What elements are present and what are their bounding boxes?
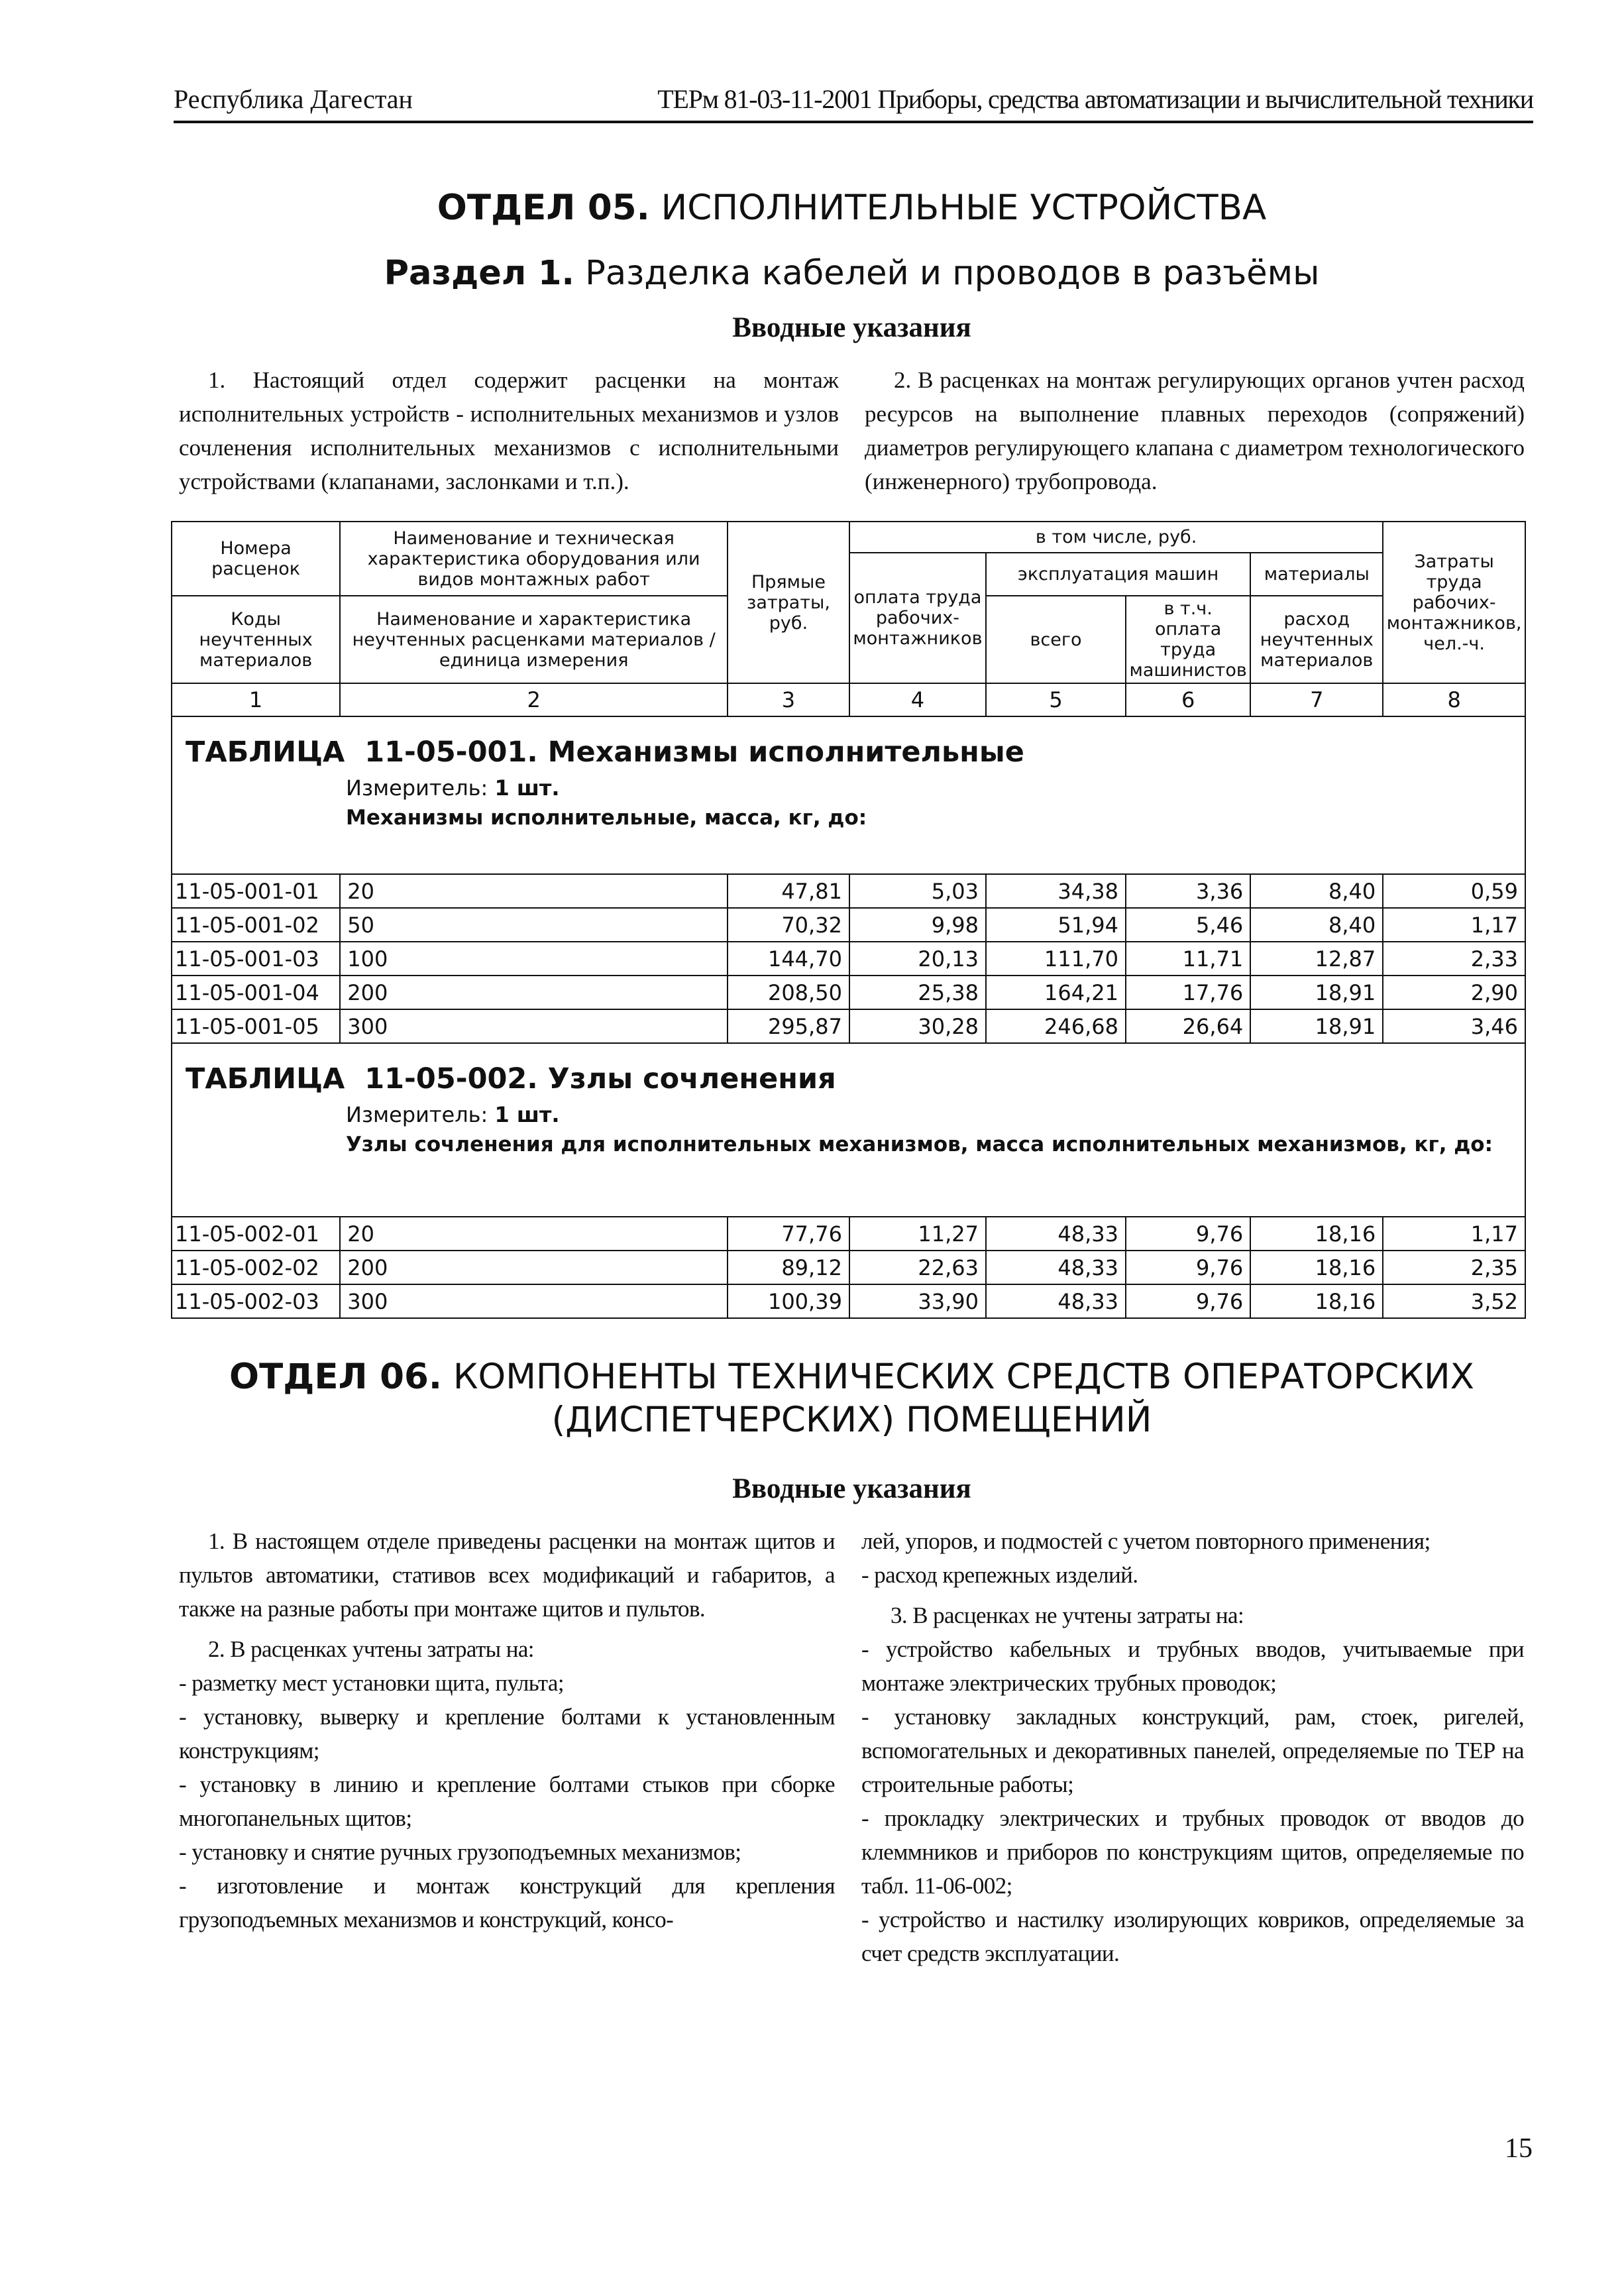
machines-total: 48,33 — [986, 1217, 1126, 1251]
machines-total: 51,94 — [986, 908, 1126, 942]
rate-mass: 300 — [340, 1009, 728, 1043]
rate-mass: 20 — [340, 874, 728, 908]
header-document-title: ТЕРм 81-03-11-2001 Приборы, средства автоматизации и вычислительной техники — [657, 84, 1533, 114]
worker-pay: 11,27 — [849, 1217, 986, 1251]
table-row — [172, 1251, 1525, 1284]
machines-total: 48,33 — [986, 1284, 1126, 1318]
table-code: 11-05-002. — [364, 1062, 538, 1095]
rate-code: 11-05-002-01 — [172, 1217, 340, 1251]
measure-value: 1 шт. — [494, 1102, 560, 1127]
direct-costs: 89,12 — [728, 1251, 849, 1284]
machinist-pay: 17,76 — [1126, 976, 1250, 1009]
page-header — [174, 74, 1533, 123]
table-row — [172, 976, 1525, 1009]
worker-pay: 33,90 — [849, 1284, 986, 1318]
machinist-pay: 9,76 — [1126, 1284, 1250, 1318]
section-05-label: ОТДЕЛ 05. — [437, 188, 650, 228]
measure-label: Измеритель: — [346, 775, 488, 801]
direct-costs: 47,81 — [728, 874, 849, 908]
rate-code: 11-05-001-03 — [172, 942, 340, 976]
list-item: - изготовление и монтаж конструкций для крепления грузоподъемных механизмов и конструкций, консо- — [179, 1873, 835, 1932]
table-row — [172, 1217, 1525, 1251]
table-11-05-002 — [172, 1043, 1525, 1318]
section-05-intro-heading: Вводные указания — [732, 312, 971, 343]
materials: 18,91 — [1250, 1009, 1383, 1043]
intro-paragraph-2: 2. В расценках на монтаж регулирующих органов учтен расход ресурсов на выполнение плавных переходов (сопряжений) диаметров регулирующего клапана с диаметром технологического (инженерного) трубопровода. — [865, 367, 1525, 494]
table-label: ТАБЛИЦА — [186, 736, 345, 769]
table-subheading: Узлы сочленения для исполнительных механизмов, масса исполнительных механизмов, кг, до: — [346, 1133, 1493, 1156]
materials: 8,40 — [1250, 874, 1383, 908]
column-number: 3 — [728, 683, 849, 716]
section-05-title — [152, 188, 1551, 228]
section-06-name-line1: КОМПОНЕНТЫ ТЕХНИЧЕСКИХ СРЕДСТВ ОПЕРАТОРСКИХ — [453, 1357, 1474, 1397]
table-row — [172, 874, 1525, 908]
paragraph: 3. В расценках не учтены затраты на: — [891, 1602, 1244, 1628]
column-number: 7 — [1250, 683, 1383, 716]
materials: 8,40 — [1250, 908, 1383, 942]
rate-mass: 200 — [340, 1251, 728, 1284]
section-06-name-line2: (ДИСПЕТЧЕРСКИХ) ПОМЕЩЕНИЙ — [551, 1400, 1152, 1440]
header-materials: материалы — [1250, 553, 1383, 596]
machinist-pay: 5,46 — [1126, 908, 1250, 942]
section-05-intro-right — [865, 363, 1525, 498]
materials: 18,16 — [1250, 1251, 1383, 1284]
list-item: - установку и снятие ручных грузоподъемных механизмов; — [179, 1839, 741, 1865]
section-06-label: ОТДЕЛ 06. — [229, 1357, 442, 1397]
page-number: 15 — [1505, 2133, 1533, 2164]
table-measure — [172, 769, 1525, 801]
section-05-name: ИСПОЛНИТЕЛЬНЫЕ УСТРОЙСТВА — [661, 188, 1267, 228]
table-11-05-001 — [172, 716, 1525, 1043]
header-material-codes: Коды неучтенных материалов — [172, 596, 340, 683]
paragraph: 1. В настоящем отделе приведены расценки на монтаж щитов и пультов автоматики, стативов всех модификаций и габаритов, а также на разные работы при монтаже щитов и пультов. — [179, 1528, 835, 1622]
table-11-05-002-caption — [172, 1043, 1525, 1217]
rates-table — [171, 521, 1526, 1319]
header-labor-hours: Затраты труда рабочих-монтажников, чел.-ч. — [1383, 522, 1525, 683]
direct-costs: 208,50 — [728, 976, 849, 1009]
labor-hours: 2,90 — [1383, 976, 1525, 1009]
header-machines-total: всего — [986, 596, 1126, 683]
column-number: 6 — [1126, 683, 1250, 716]
table-header — [172, 522, 1525, 716]
machines-total: 111,70 — [986, 942, 1126, 976]
column-number: 8 — [1383, 683, 1525, 716]
labor-hours: 3,46 — [1383, 1009, 1525, 1043]
header-worker-pay: оплата труда рабочих-монтажников — [849, 553, 986, 683]
labor-hours: 2,35 — [1383, 1251, 1525, 1284]
section-06-title — [152, 1355, 1551, 1441]
direct-costs: 100,39 — [728, 1284, 849, 1318]
table-name: Узлы сочленения — [547, 1062, 836, 1095]
direct-costs: 144,70 — [728, 942, 849, 976]
table-title — [172, 1044, 1525, 1095]
section-05-intro-left — [179, 363, 839, 498]
labor-hours: 1,17 — [1383, 1217, 1525, 1251]
worker-pay: 20,13 — [849, 942, 986, 976]
column-number-row — [172, 683, 1525, 716]
rate-mass: 100 — [340, 942, 728, 976]
rate-code: 11-05-002-02 — [172, 1251, 340, 1284]
table-label: ТАБЛИЦА — [186, 1062, 345, 1095]
rate-code: 11-05-001-02 — [172, 908, 340, 942]
worker-pay: 22,63 — [849, 1251, 986, 1284]
rate-mass: 50 — [340, 908, 728, 942]
list-item: - расход крепежных изделий. — [861, 1562, 1138, 1588]
rate-mass: 200 — [340, 976, 728, 1009]
subsection-title — [152, 254, 1551, 293]
measure-value: 1 шт. — [494, 775, 560, 801]
machinist-pay: 26,64 — [1126, 1009, 1250, 1043]
labor-hours: 3,52 — [1383, 1284, 1525, 1318]
machines-total: 164,21 — [986, 976, 1126, 1009]
list-item: - разметку мест установки щита, пульта; — [179, 1670, 564, 1696]
machinist-pay: 9,76 — [1126, 1217, 1250, 1251]
table-row — [172, 1009, 1525, 1043]
machinist-pay: 3,36 — [1126, 874, 1250, 908]
table-measure — [172, 1095, 1525, 1127]
rate-code: 11-05-001-01 — [172, 874, 340, 908]
list-item: - установку, выверку и крепление болтами к установленным конструкциям; — [179, 1704, 835, 1763]
subsection-label: Раздел 1. — [384, 254, 574, 293]
machinist-pay: 9,76 — [1126, 1251, 1250, 1284]
header-direct-costs: Прямые затраты, руб. — [728, 522, 849, 683]
labor-hours: 2,33 — [1383, 942, 1525, 976]
header-including: в том числе, руб. — [849, 522, 1383, 553]
column-number: 4 — [849, 683, 986, 716]
section-06-left-column — [179, 1524, 835, 1936]
measure-label: Измеритель: — [346, 1102, 488, 1127]
list-item: - устройство кабельных и трубных вводов, учитываемые при монтаже электрических трубных проводок; — [861, 1636, 1524, 1696]
section-06-intro-heading: Вводные указания — [732, 1473, 971, 1504]
labor-hours: 1,17 — [1383, 908, 1525, 942]
table-row — [172, 1284, 1525, 1318]
paragraph: лей, упоров, и подмостей с учетом повторного применения; — [861, 1528, 1431, 1554]
table-row — [172, 942, 1525, 976]
labor-hours: 0,59 — [1383, 874, 1525, 908]
list-item: - прокладку электрических и трубных проводок от вводов до клеммников и приборов по конструкциям щитов, определяемые по табл. 11-06-002; — [861, 1805, 1524, 1899]
list-item: - устройство и настилку изолирующих ковриков, определяемые за счет средств эксплуатации. — [861, 1907, 1524, 1966]
column-number: 5 — [986, 683, 1126, 716]
header-machinist-pay: в т.ч. оплата труда машинистов — [1126, 596, 1250, 683]
table-code: 11-05-001. — [364, 736, 538, 769]
list-item: - установку закладных конструкций, рам, стоек, ригелей, вспомогательных и декоративных панелей, определяемые по ТЕР на строительные работы; — [861, 1704, 1524, 1797]
machinist-pay: 11,71 — [1126, 942, 1250, 976]
table-subheading: Механизмы исполнительные, масса, кг, до: — [346, 806, 867, 830]
materials: 12,87 — [1250, 942, 1383, 976]
materials: 18,91 — [1250, 976, 1383, 1009]
direct-costs: 295,87 — [728, 1009, 849, 1043]
header-material-names: Наименование и характеристика неучтенных расценками материалов / единица измерения — [340, 596, 728, 683]
machines-total: 246,68 — [986, 1009, 1126, 1043]
direct-costs: 70,32 — [728, 908, 849, 942]
worker-pay: 30,28 — [849, 1009, 986, 1043]
rate-mass: 300 — [340, 1284, 728, 1318]
subsection-name: Разделка кабелей и проводов в разъёмы — [585, 254, 1320, 293]
column-number: 1 — [172, 683, 340, 716]
paragraph: 2. В расценках учтены затраты на: — [208, 1636, 534, 1662]
machines-total: 34,38 — [986, 874, 1126, 908]
list-item: - установку в линию и крепление болтами стыков при сборке многопанельных щитов; — [179, 1771, 835, 1831]
rate-mass: 20 — [340, 1217, 728, 1251]
rate-code: 11-05-001-04 — [172, 976, 340, 1009]
table-row — [172, 908, 1525, 942]
section-06-right-column — [861, 1524, 1524, 1970]
table-title — [172, 717, 1525, 769]
worker-pay: 9,98 — [849, 908, 986, 942]
materials: 18,16 — [1250, 1217, 1383, 1251]
rate-code: 11-05-001-05 — [172, 1009, 340, 1043]
intro-paragraph-1: 1. Настоящий отдел содержит расценки на монтаж исполнительных устройств - исполнительных механизмов и узлов сочленения исполнительных механизмов с исполнительными устройствами (клапанами, заслонками и т.п.). — [179, 367, 839, 494]
worker-pay: 25,38 — [849, 976, 986, 1009]
header-rate-numbers: Номера расценок — [172, 522, 340, 596]
direct-costs: 77,76 — [728, 1217, 849, 1251]
table-11-05-001-caption — [172, 716, 1525, 874]
machines-total: 48,33 — [986, 1251, 1126, 1284]
header-region: Республика Дагестан — [174, 84, 413, 114]
table-name: Механизмы исполнительные — [547, 736, 1024, 769]
materials: 18,16 — [1250, 1284, 1383, 1318]
worker-pay: 5,03 — [849, 874, 986, 908]
header-unaccounted-materials: расход неучтенных материалов — [1250, 596, 1383, 683]
header-machine-operation: эксплуатация машин — [986, 553, 1250, 596]
column-number: 2 — [340, 683, 728, 716]
header-work-name: Наименование и техническая характеристика оборудования или видов монтажных работ — [340, 522, 728, 596]
rate-code: 11-05-002-03 — [172, 1284, 340, 1318]
